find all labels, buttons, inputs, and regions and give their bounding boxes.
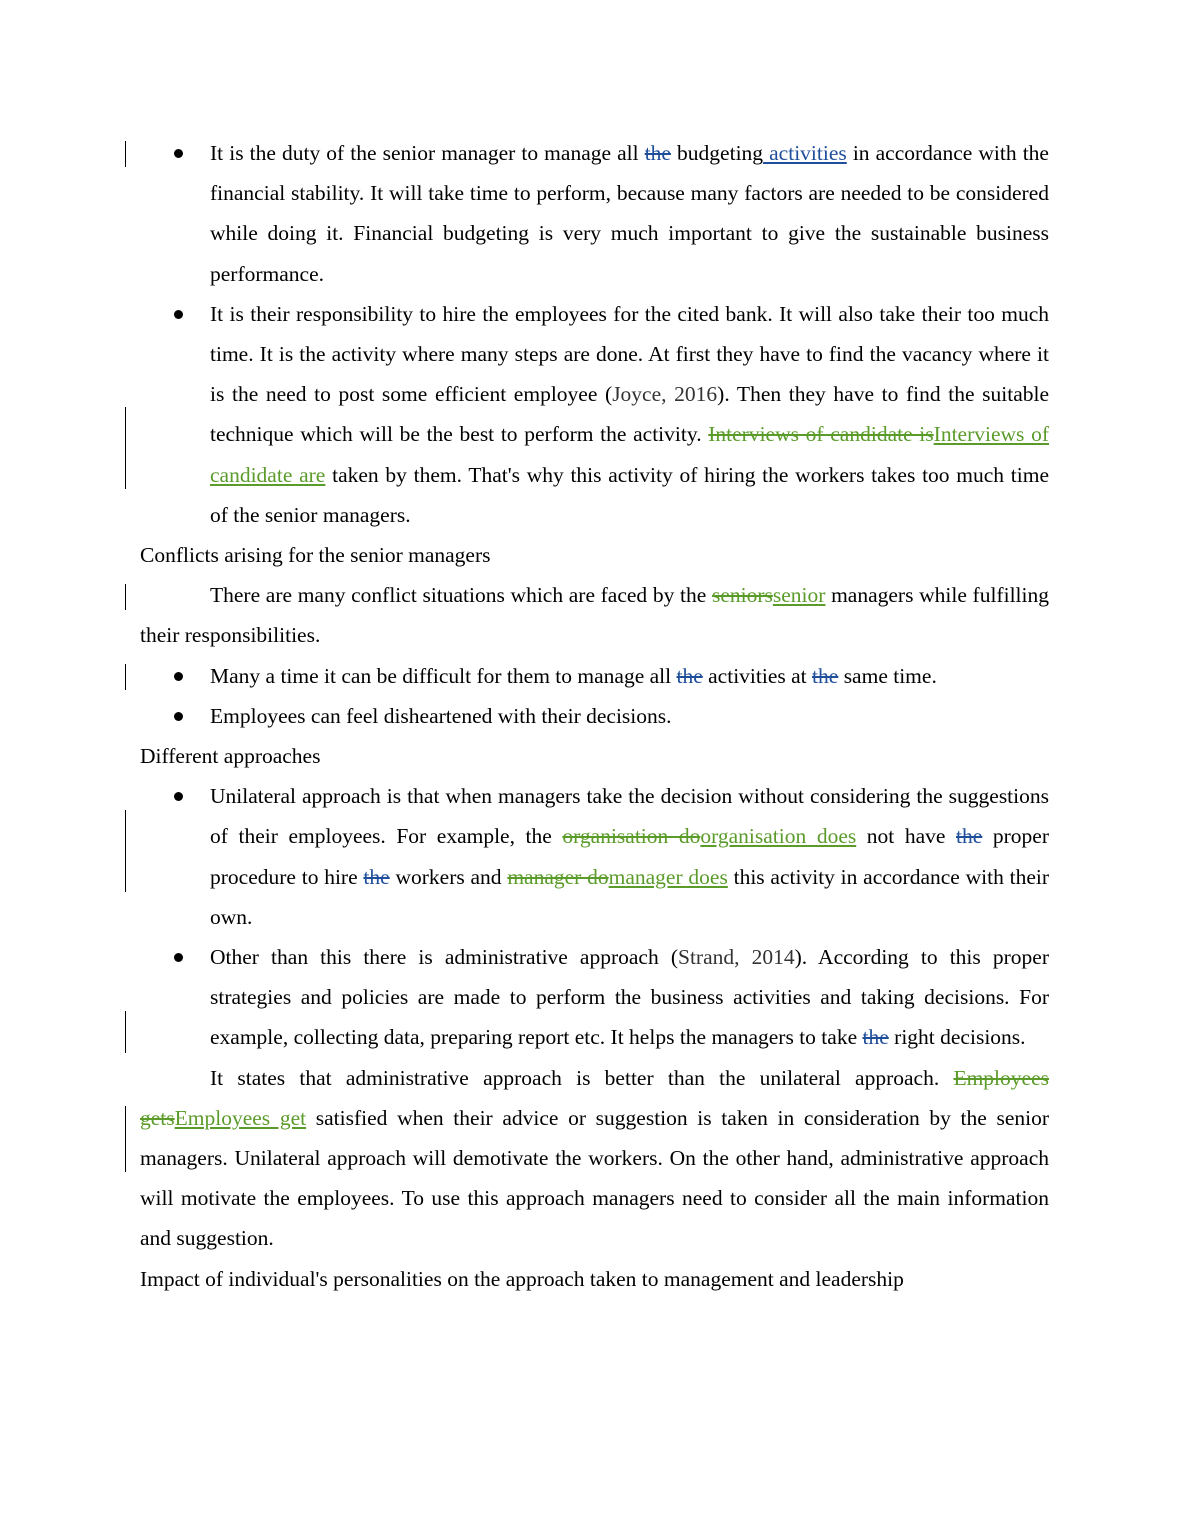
text-run: managers while fulfilling their responsibilities. [140, 583, 1049, 648]
citation: Strand, 2014 [677, 945, 795, 970]
text-run: same time. [838, 663, 937, 688]
bullet-icon [174, 792, 183, 801]
bullet-item-hiring [140, 294, 1049, 535]
inserted-text: Employees get [174, 1105, 307, 1130]
inserted-text: Interviews of candidate are [210, 422, 1049, 487]
text-run: It is the duty of the senior manager to manage all [210, 141, 645, 165]
text-run: It states that administrative approach is better than the unilateral approach. [210, 1065, 954, 1090]
deleted-text: the [676, 663, 703, 688]
text-run: in accordance with the financial stability. It will take time to perform, because many factors are needed to be considered while doing it. Financial budgeting is very much important to give the sustainable business performance. [210, 141, 1049, 286]
text-run: Employees can feel disheartened with their decisions. [210, 703, 672, 728]
change-bar [125, 407, 126, 489]
deleted-text: the [862, 1025, 889, 1050]
change-bar [125, 664, 126, 690]
text-run: Many a time it can be difficult for them to manage all [210, 663, 677, 688]
bullet-icon [174, 149, 183, 158]
text-run: right decisions. [888, 1025, 1026, 1050]
bullet-icon [174, 672, 183, 681]
text-run: Unilateral approach is that when managers take the decision without considering the suggestions of their employees. For example, the [210, 784, 1049, 849]
bullet-item-disheartened [140, 696, 1049, 736]
change-bar [125, 141, 126, 167]
deleted-text: the [644, 141, 671, 165]
paragraph-conflicts [140, 575, 1049, 655]
text-run: It is their responsibility to hire the employees for the cited bank. It will also take their too much time. It is the activity where many steps are done. At first they have to find the vacancy where it is the need to post some efficient employee ( [210, 301, 1049, 407]
inserted-text: organisation does [700, 824, 857, 849]
inserted-text: activities [763, 141, 847, 165]
text-run: budgeting [670, 141, 764, 165]
bullet-icon [174, 953, 183, 962]
section-heading-approaches: Different approaches [140, 744, 321, 769]
deleted-text: the [812, 663, 839, 688]
bullet-item-administrative [140, 937, 1049, 1058]
bullet-item-unilateral [140, 776, 1049, 937]
change-bar [125, 584, 126, 610]
bullet-icon [174, 712, 183, 721]
change-bar [125, 810, 126, 892]
text-run: Other than this there is administrative approach ( [210, 945, 678, 970]
text-run: There are many conflict situations which are faced by the [210, 583, 712, 608]
text-run: proper procedure to hire [210, 824, 1049, 889]
deleted-text: Employees gets [140, 1065, 1049, 1130]
inserted-text: senior [772, 583, 826, 608]
paragraph-comparison [140, 1058, 1049, 1259]
inserted-text: manager does [608, 864, 728, 889]
deleted-text: the [956, 824, 983, 849]
deleted-text: seniors [711, 583, 773, 608]
text-run: satisfied when their advice or suggestion is taken in consideration by the senior managers. Unilateral approach will demotivate the workers. On the other hand, administrative approach will motivate the employees. To use this approach managers need to consider all the main information and suggestion. [140, 1105, 1049, 1251]
bullet-item-budgeting [140, 133, 1049, 294]
change-bar [125, 1106, 126, 1172]
text-run: activities at [702, 663, 813, 688]
deleted-text: manager do [507, 864, 609, 889]
text-run: this activity in accordance with their own. [210, 864, 1050, 929]
text-run: taken by them. That's why this activity of hiring the workers takes too much time of the senior managers. [210, 462, 1049, 527]
text-run: ). According to this proper strategies and policies are made to perform the business activities and taking decisions. For example, collecting data, preparing report etc. It helps the managers to take [210, 945, 1049, 1050]
section-heading-personalities: Impact of individual's personalities on the approach taken to management and leadership [140, 1266, 904, 1291]
citation: Joyce, 2016 [612, 382, 718, 407]
section-heading-conflicts: Conflicts arising for the senior managers [140, 543, 491, 568]
text-run: ). Then they have to find the suitable technique which will be the best to perform the activity. [210, 382, 1050, 447]
bullet-icon [174, 310, 183, 319]
bullet-item-difficulty [140, 656, 1049, 696]
deleted-text: organisation do [562, 824, 701, 849]
deleted-text: the [363, 864, 390, 889]
document-body [140, 133, 1049, 1299]
change-bar [125, 1011, 126, 1053]
text-run: not have [856, 824, 957, 849]
deleted-text: Interviews of candidate is [708, 422, 934, 447]
text-run: workers and [389, 864, 508, 889]
